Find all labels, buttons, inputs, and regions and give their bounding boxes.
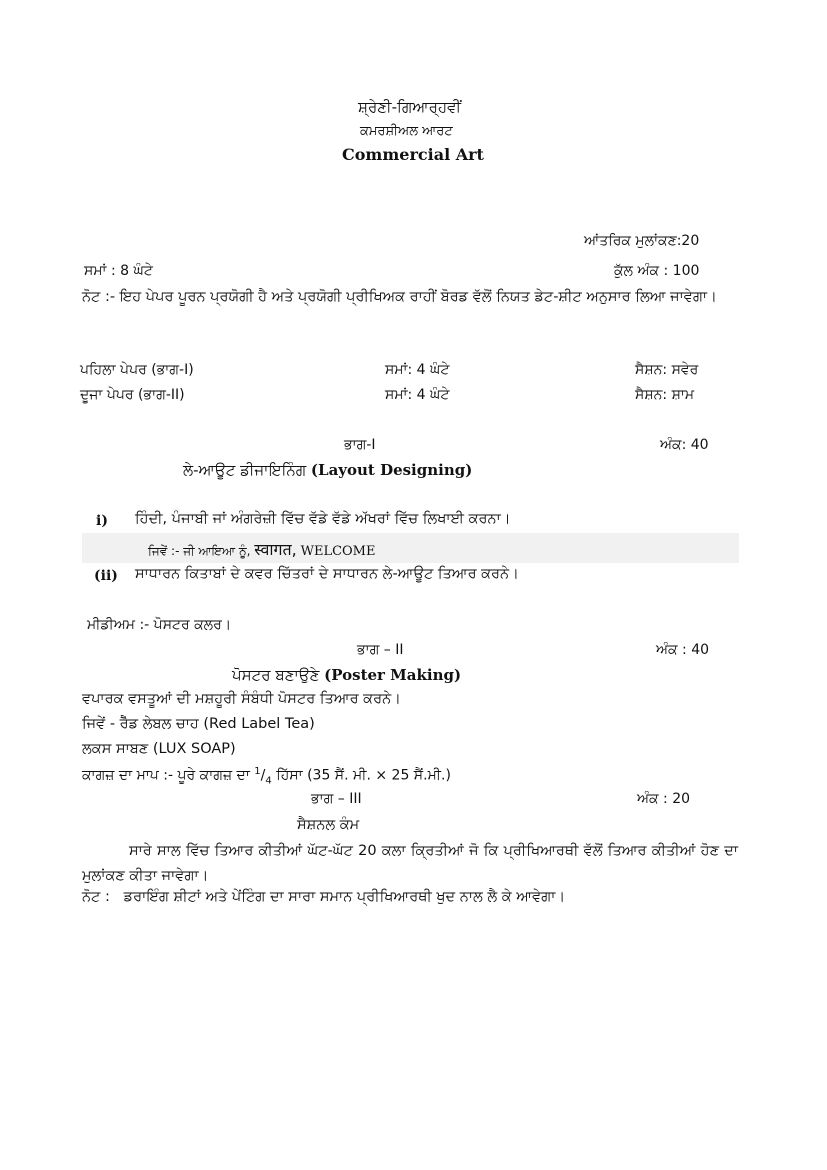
part3-marks: ਅੰਕ : 20	[637, 791, 691, 807]
part1-subtitle	[183, 461, 472, 479]
subject-english: Commercial Art	[342, 145, 484, 164]
item1-number: i)	[96, 513, 108, 529]
general-note: ਨੋਟ :- ਇਹ ਪੇਪਰ ਪੂਰਨ ਪ੍ਰਯੋਗੀ ਹੈ ਅਤੇ ਪ੍ਰਯੋਗੀ ਪ੍ਰੀਖਿਅਕ ਰਾਹੀਂ ਬੋਰਡ ਵੱਲੋਂ ਨਿਯਤ ਡੇਟ-ਸ਼ੀਟ ਅਨੁਸਾਰ ਲਿਆ ਜਾਵੇਗਾ।	[82, 289, 717, 305]
example-line	[148, 538, 375, 560]
paper-size-suffix: ਹਿੱਸਾ (35 ਸੈਂ. ਮੀ. × 25 ਸੈਂ.ਮੀ.)	[271, 767, 451, 784]
part2-marks: ਅੰਕ : 40	[656, 642, 710, 658]
internal-assessment: ਆਂਤਰਿਕ ਮੁਲਾਂਕਣ:20	[584, 233, 700, 249]
part3-subtitle: ਸੈਸ਼ਨਲ ਕੰਮ	[297, 817, 360, 833]
paper-size-prefix: ਕਾਗਜ਼ ਦਾ ਮਾਪ :- ਪੂਰੇ ਕਾਗਜ਼ ਦਾ	[82, 767, 255, 784]
example-english: WELCOME	[300, 544, 376, 559]
part1-subtitle-punjabi: ਲੇ-ਆਊਟ ਡੀਜਾਇਨਿੰਗ	[183, 461, 307, 479]
fraction-numerator: 1	[254, 766, 261, 777]
total-time: ਸਮਾਂ : 8 ਘੰਟੇ	[84, 263, 153, 279]
example-prefix: ਜਿਵੇਂ :- ਜੀ ਆਇਆ ਨੂੰ,	[148, 544, 251, 558]
part2-title	[357, 642, 404, 658]
paper2-session: ਸੈਸ਼ਨ: ਸ਼ਾਮ	[635, 387, 695, 403]
part3-title: ਭਾਗ – III	[311, 791, 362, 807]
paper2-time: ਸਮਾਂ: 4 ਘੰਟੇ	[385, 387, 450, 403]
part2-subtitle-punjabi: ਪੋਸਟਰ ਬਣਾਉਣੇ	[232, 666, 320, 684]
part2-title-text: ਭਾਗ – II	[357, 642, 404, 658]
part1-title: ਭਾਗ-I	[344, 437, 376, 453]
paper-size-line: ਕਾਗਜ਼ ਦਾ ਮਾਪ :- ਪੂਰੇ ਕਾਗਜ਼ ਦਾ $^1/_4$ ਹਿੱਸਾ (35 ਸੈਂ. ਮੀ. × 25 ਸੈਂ.ਮੀ.)	[82, 766, 451, 787]
total-marks: ਕੁੱਲ ਅੰਕ : 100	[614, 263, 700, 279]
paper2-name: ਦੂਜਾ ਪੇਪਰ (ਭਾਗ-II)	[80, 387, 185, 403]
part3-note: ਨੋਟ : ਡਰਾਇੰਗ ਸ਼ੀਟਾਂ ਅਤੇ ਪੇਂਟਿੰਗ ਦਾ ਸਾਰਾ ਸਮਾਨ ਪ੍ਰੀਖਿਆਰਥੀ ਖੁਦ ਨਾਲ ਲੈ ਕੇ ਆਵੇਗਾ।	[82, 889, 566, 905]
part2-subtitle-english: (Poster Making)	[324, 666, 462, 684]
subject-punjabi: ਕਮਰਸ਼ੀਅਲ ਆਰਟ	[360, 124, 453, 139]
part1-marks: ਅੰਕ: 40	[660, 437, 709, 453]
item2-text: ਸਾਧਾਰਨ ਕਿਤਾਬਾਂ ਦੇ ਕਵਰ ਚਿੱਤਰਾਂ ਦੇ ਸਾਧਾਰਨ ਲੇ-ਆਊਟ ਤਿਆਰ ਕਰਨੇ।	[135, 566, 519, 582]
fraction-denominator: 4	[265, 775, 272, 787]
paper1-name: ਪਹਿਲਾ ਪੇਪਰ (ਭਾਗ-I)	[80, 362, 194, 378]
part2-line3: ਲਕਸ ਸਾਬਣ (LUX SOAP)	[82, 741, 236, 757]
part1-subtitle-english: (Layout Designing)	[310, 461, 473, 479]
part2-line2: ਜਿਵੇਂ - ਰੈੱਡ ਲੇਬਲ ਚਾਹ (Red Label Tea)	[82, 716, 315, 732]
item1-text: ਹਿੰਦੀ, ਪੰਜਾਬੀ ਜਾਂ ਅੰਗਰੇਜ਼ੀ ਵਿੱਚ ਵੱਡੇ ਵੱਡੇ ਅੱਖਰਾਂ ਵਿੱਚ ਲਿਖਾਈ ਕਰਨਾ।	[135, 511, 511, 527]
item2-number: (ii)	[94, 568, 118, 584]
paper1-session: ਸੈਸ਼ਨ: ਸਵੇਰ	[635, 362, 699, 378]
part3-paragraph: ਸਾਰੇ ਸਾਲ ਵਿੱਚ ਤਿਆਰ ਕੀਤੀਆਂ ਘੱਟ-ਘੱਟ 20 ਕਲਾ ਕ੍ਰਿਤੀਆਂ ਜੋ ਕਿ ਪ੍ਰੀਖਿਆਰਥੀ ਵੱਲੋਂ ਤਿਆਰ ਕੀਤੀਆਂ ਹੋਣ ਦਾ ਮੁਲਾਂਕਣ ਕੀਤਾ ਜਾਵੇਗਾ।	[82, 843, 738, 884]
medium-line: ਮੀਡੀਅਮ :- ਪੋਸਟਰ ਕਲਰ।	[87, 617, 232, 633]
part2-line1: ਵਪਾਰਕ ਵਸਤੂਆਂ ਦੀ ਮਸ਼ਹੂਰੀ ਸੰਬੰਧੀ ਪੋਸਟਰ ਤਿਆਰ ਕਰਨੇ।	[82, 691, 401, 707]
class-heading: ਸ਼੍ਰੇਣੀ-ਗਿਆਰ੍ਹਵੀਂ	[358, 98, 461, 116]
paper1-time: ਸਮਾਂ: 4 ਘੰਟੇ	[385, 362, 450, 378]
example-hindi: स्वागत,	[254, 540, 297, 559]
part2-subtitle	[232, 666, 461, 684]
